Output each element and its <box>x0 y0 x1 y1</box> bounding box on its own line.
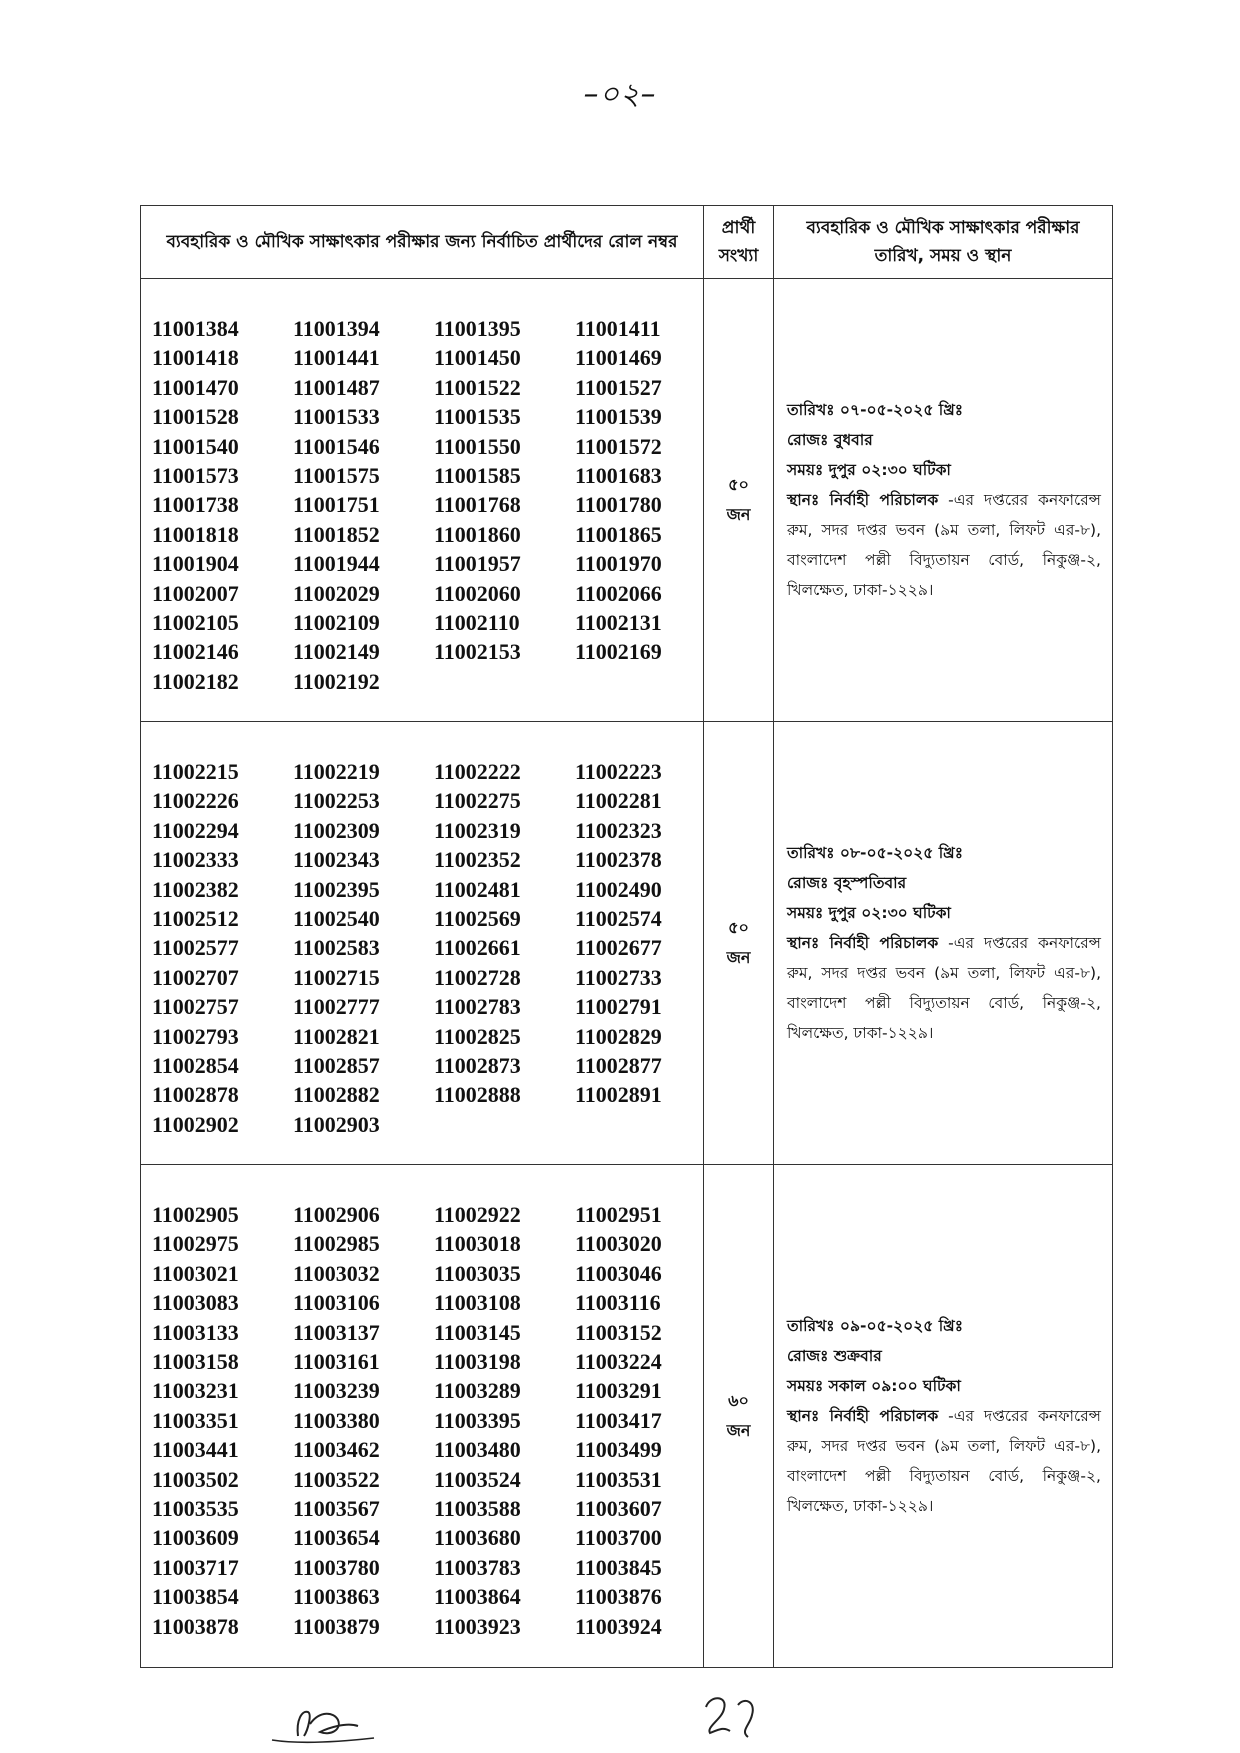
roll-number: 11002352 <box>434 847 521 873</box>
roll-number: 11003924 <box>575 1613 662 1639</box>
roll-number: 11002226 <box>152 788 239 814</box>
roll-number: 11003035 <box>434 1260 521 1286</box>
roll-number: 11003588 <box>434 1496 521 1522</box>
roll-number: 11003158 <box>152 1349 239 1375</box>
roll-number: 11003499 <box>575 1437 662 1463</box>
roll-number: 11001768 <box>434 492 521 518</box>
roll-grid <box>142 1166 702 1641</box>
roll-number: 11001533 <box>293 404 380 430</box>
roll-number: 11003654 <box>293 1525 380 1551</box>
roll-number: 11002783 <box>434 994 521 1020</box>
table-header-row <box>141 206 1113 279</box>
venue-text: -এর দপ্তরের কনফারেন্স রুম, সদর দপ্তর ভবন (৯ম তলা, লিফট এর-৮), বাংলাদেশ পল্লী বিদ্যুতায়ন বোর্ড, নিকুঞ্জ-২, খিলক্ষেত, ঢাকা-১২২৯। <box>787 1407 1101 1515</box>
roll-number: 11002922 <box>434 1202 521 1227</box>
roll-number: 11002791 <box>575 994 662 1020</box>
roll-number: 11003441 <box>152 1437 239 1463</box>
roll-number: 11002060 <box>434 580 521 606</box>
roll-number: 11002878 <box>152 1082 239 1108</box>
roll-number: 11001575 <box>293 463 380 489</box>
roll-number: 11003524 <box>434 1466 521 1492</box>
initials-handwriting-icon <box>700 1687 764 1743</box>
roll-number: 11002793 <box>152 1023 239 1049</box>
roll-number: 11002481 <box>434 876 521 902</box>
roll-number: 11001395 <box>434 316 521 341</box>
roll-number: 11003239 <box>293 1378 380 1404</box>
roll-number: 11002105 <box>152 610 239 636</box>
roll-grid <box>142 280 702 696</box>
roll-number: 11002066 <box>575 580 662 606</box>
roll-number: 11002905 <box>152 1202 239 1227</box>
roll-number: 11001535 <box>434 404 521 430</box>
roll-number: 11003878 <box>152 1613 239 1639</box>
roll-number: 11003531 <box>575 1466 662 1492</box>
roll-number: 11002512 <box>152 906 239 932</box>
roll-number: 11001970 <box>575 551 662 577</box>
roll-number: 11003133 <box>152 1319 239 1345</box>
roll-number: 11003116 <box>575 1290 661 1316</box>
roll-number: 11001469 <box>575 345 662 371</box>
roll-number: 11002146 <box>152 639 239 665</box>
roll-number: 11002985 <box>293 1231 380 1257</box>
roll-number: 11002215 <box>152 759 239 784</box>
roll-number: 11003680 <box>434 1525 521 1551</box>
roll-number: 11002707 <box>152 964 239 990</box>
roll-number: 11003145 <box>434 1319 521 1345</box>
page-number: –০২– <box>583 77 657 112</box>
info-cell <box>774 722 1113 1165</box>
venue-text: -এর দপ্তরের কনফারেন্স রুম, সদর দপ্তর ভবন (৯ম তলা, লিফট এর-৮), বাংলাদেশ পল্লী বিদ্যুতায়ন বোর্ড, নিকুঞ্জ-২, খিলক্ষেত, ঢাকা-১২২৯। <box>787 934 1101 1042</box>
candidate-count: ৫০ <box>728 475 749 494</box>
roll-number: 11002029 <box>293 580 380 606</box>
roll-number: 11001957 <box>434 551 521 577</box>
roll-number: 11002540 <box>293 906 380 932</box>
roll-number: 11001904 <box>152 551 239 577</box>
info-cell <box>774 279 1113 722</box>
roll-number: 11001522 <box>434 374 521 400</box>
roll-number: 11001818 <box>152 521 239 547</box>
info-cell <box>774 1165 1113 1668</box>
roll-number: 11002223 <box>575 759 662 784</box>
roll-number: 11002131 <box>575 610 662 636</box>
exam-time: সময়ঃ দুপুর ০২:৩০ ঘটিকা <box>787 461 951 479</box>
roll-number: 11002873 <box>434 1053 521 1079</box>
roll-number: 11002574 <box>575 906 662 932</box>
roll-number: 11003923 <box>434 1613 521 1639</box>
roll-number: 11002733 <box>575 964 662 990</box>
roll-number: 11002222 <box>434 759 521 784</box>
candidate-count: ৫০ <box>728 918 749 937</box>
roll-number: 11002169 <box>575 639 662 665</box>
roll-number: 11002109 <box>293 610 380 636</box>
roll-number: 11003845 <box>575 1554 662 1580</box>
roll-number: 11001527 <box>575 374 662 400</box>
roll-number: 11001780 <box>575 492 662 518</box>
roll-number: 11003161 <box>293 1349 380 1375</box>
roll-number: 11002275 <box>434 788 521 814</box>
roll-number: 11003879 <box>293 1613 380 1639</box>
roll-number: 11003046 <box>575 1260 662 1286</box>
roll-number: 11003018 <box>434 1231 521 1257</box>
roll-number: 11002253 <box>293 788 380 814</box>
roll-number: 11003864 <box>434 1584 521 1610</box>
roll-number: 11001394 <box>293 316 380 341</box>
roll-number: 11001683 <box>575 463 662 489</box>
roll-number: 11001450 <box>434 345 521 371</box>
exam-time: সময়ঃ সকাল ০৯:০০ ঘটিকা <box>787 1377 961 1395</box>
roll-number: 11002854 <box>152 1053 239 1079</box>
roll-number: 11003700 <box>575 1525 662 1551</box>
roll-number: 11003783 <box>434 1554 521 1580</box>
roll-number: 11002661 <box>434 935 521 961</box>
roll-number: 11002577 <box>152 935 239 961</box>
roll-number: 11003224 <box>575 1349 662 1375</box>
exam-date: তারিখঃ ০৭-০৫-২০২৫ খ্রিঃ <box>787 401 963 419</box>
roll-number: 11001572 <box>575 433 662 459</box>
roll-number: 11003231 <box>152 1378 239 1404</box>
header-roll-numbers: ব্যবহারিক ও মৌখিক সাক্ষাৎকার পরীক্ষার জন্য নির্বাচিত প্রার্থীদের রোল নম্বর <box>141 206 704 279</box>
exam-venue <box>787 485 1101 605</box>
exam-date: তারিখঃ ০৯-০৫-২০২৫ খ্রিঃ <box>787 1317 963 1335</box>
roll-number: 11003395 <box>434 1407 521 1433</box>
roll-number: 11003863 <box>293 1584 380 1610</box>
roll-number: 11001865 <box>575 521 662 547</box>
roll-number: 11002343 <box>293 847 380 873</box>
roll-cell <box>141 722 704 1165</box>
roll-number: 11002395 <box>293 876 380 902</box>
roll-number: 11001573 <box>152 463 239 489</box>
exam-venue <box>787 1401 1101 1521</box>
roll-number: 11003351 <box>152 1407 239 1433</box>
roll-number: 11003289 <box>434 1378 521 1404</box>
roll-number: 11003020 <box>575 1231 662 1257</box>
roll-number: 11002728 <box>434 964 521 990</box>
roll-number: 11002757 <box>152 994 239 1020</box>
roll-number: 11002821 <box>293 1023 380 1049</box>
roll-number: 11002583 <box>293 935 380 961</box>
roll-number: 11003380 <box>293 1407 380 1433</box>
group-row-1 <box>141 279 1113 722</box>
roll-number: 11001418 <box>152 345 239 371</box>
header-candidate-count: প্রার্থী সংখ্যা <box>704 206 774 279</box>
roll-number: 11003152 <box>575 1319 662 1345</box>
roll-number: 11001751 <box>293 492 380 518</box>
candidate-count: ৬০ <box>728 1391 749 1410</box>
exam-day: রোজঃ বুধবার <box>787 431 873 449</box>
roll-number: 11002110 <box>434 610 520 636</box>
interview-schedule-table <box>140 205 1113 1668</box>
roll-number: 11002490 <box>575 876 662 902</box>
roll-number: 11002975 <box>152 1231 239 1257</box>
exam-venue <box>787 928 1101 1048</box>
signature-icon <box>268 1700 378 1746</box>
roll-number: 11003198 <box>434 1349 521 1375</box>
roll-number: 11003780 <box>293 1554 380 1580</box>
roll-number: 11003462 <box>293 1437 380 1463</box>
roll-number: 11002677 <box>575 935 662 961</box>
roll-number: 11002149 <box>293 639 380 665</box>
candidate-unit: জন <box>726 1421 751 1440</box>
roll-number: 11003535 <box>152 1496 239 1522</box>
roll-cell <box>141 1165 704 1668</box>
roll-number: 11001738 <box>152 492 239 518</box>
roll-number: 11002888 <box>434 1082 521 1108</box>
roll-number: 11003417 <box>575 1407 662 1433</box>
roll-number: 11002007 <box>152 580 239 606</box>
roll-number: 11002903 <box>293 1111 380 1137</box>
roll-number: 11001860 <box>434 521 521 547</box>
roll-number: 11003291 <box>575 1378 662 1404</box>
roll-number: 11002192 <box>293 668 380 694</box>
roll-number: 11002153 <box>434 639 521 665</box>
roll-number: 11001487 <box>293 374 380 400</box>
roll-number: 11002857 <box>293 1053 380 1079</box>
venue-label: স্থানঃ নির্বাহী পরিচালক <box>787 1407 939 1425</box>
roll-grid <box>142 723 702 1139</box>
roll-number: 11001852 <box>293 521 380 547</box>
roll-number: 11002319 <box>434 817 521 843</box>
roll-number: 11002777 <box>293 994 380 1020</box>
group-row-2 <box>141 722 1113 1165</box>
roll-number: 11002219 <box>293 759 380 784</box>
roll-number: 11002281 <box>575 788 662 814</box>
roll-number: 11002906 <box>293 1202 380 1227</box>
exam-day: রোজঃ শুক্রবার <box>787 1347 882 1365</box>
roll-number: 11003609 <box>152 1525 239 1551</box>
roll-number: 11002877 <box>575 1053 662 1079</box>
roll-number: 11002309 <box>293 817 380 843</box>
roll-number: 11001944 <box>293 551 380 577</box>
roll-number: 11001585 <box>434 463 521 489</box>
exam-date: তারিখঃ ০৮-০৫-২০২৫ খ্রিঃ <box>787 844 963 862</box>
roll-number: 11003607 <box>575 1496 662 1522</box>
page-initials <box>700 1687 764 1743</box>
roll-cell <box>141 279 704 722</box>
roll-number: 11001441 <box>293 345 380 371</box>
roll-number: 11003480 <box>434 1437 521 1463</box>
roll-number: 11003106 <box>293 1290 380 1316</box>
roll-number: 11001528 <box>152 404 239 430</box>
roll-number: 11002323 <box>575 817 662 843</box>
exam-time: সময়ঃ দুপুর ০২:৩০ ঘটিকা <box>787 904 951 922</box>
venue-label: স্থানঃ নির্বাহী পরিচালক <box>787 934 939 952</box>
roll-number: 11003032 <box>293 1260 380 1286</box>
roll-number: 11003717 <box>152 1554 239 1580</box>
roll-number: 11002378 <box>575 847 662 873</box>
roll-number: 11002951 <box>575 1202 662 1227</box>
venue-text: -এর দপ্তরের কনফারেন্স রুম, সদর দপ্তর ভবন (৯ম তলা, লিফট এর-৮), বাংলাদেশ পল্লী বিদ্যুতায়ন বোর্ড, নিকুঞ্জ-২, খিলক্ষেত, ঢাকা-১২২৯। <box>787 491 1101 599</box>
roll-number: 11001539 <box>575 404 662 430</box>
roll-number: 11002569 <box>434 906 521 932</box>
exam-day: রোজঃ বৃহস্পতিবার <box>787 874 907 892</box>
roll-number: 11002294 <box>152 817 239 843</box>
venue-label: স্থানঃ নির্বাহী পরিচালক <box>787 491 939 509</box>
candidate-unit: জন <box>726 948 751 967</box>
roll-number: 11003522 <box>293 1466 380 1492</box>
roll-number: 11002825 <box>434 1023 521 1049</box>
roll-number: 11003021 <box>152 1260 239 1286</box>
roll-number: 11003854 <box>152 1584 239 1610</box>
roll-number: 11003876 <box>575 1584 662 1610</box>
roll-number: 11002882 <box>293 1082 380 1108</box>
roll-number: 11001411 <box>575 316 661 341</box>
roll-number: 11002333 <box>152 847 239 873</box>
roll-number: 11003137 <box>293 1319 380 1345</box>
roll-number: 11003083 <box>152 1290 239 1316</box>
header-date-time-venue: ব্যবহারিক ও মৌখিক সাক্ষাৎকার পরীক্ষার তারিখ, সময় ও স্থান <box>774 206 1113 279</box>
roll-number: 11001550 <box>434 433 521 459</box>
roll-number: 11002182 <box>152 668 239 694</box>
roll-number: 11003567 <box>293 1496 380 1522</box>
roll-number: 11003108 <box>434 1290 521 1316</box>
roll-number: 11001546 <box>293 433 380 459</box>
roll-number: 11002715 <box>293 964 380 990</box>
roll-number: 11001384 <box>152 316 239 341</box>
roll-number: 11001470 <box>152 374 239 400</box>
roll-number: 11002902 <box>152 1111 239 1137</box>
roll-number: 11001540 <box>152 433 239 459</box>
roll-number: 11002891 <box>575 1082 662 1108</box>
candidate-unit: জন <box>726 505 751 524</box>
roll-number: 11003502 <box>152 1466 239 1492</box>
group-row-3 <box>141 1165 1113 1668</box>
roll-number: 11002382 <box>152 876 239 902</box>
roll-number: 11002829 <box>575 1023 662 1049</box>
